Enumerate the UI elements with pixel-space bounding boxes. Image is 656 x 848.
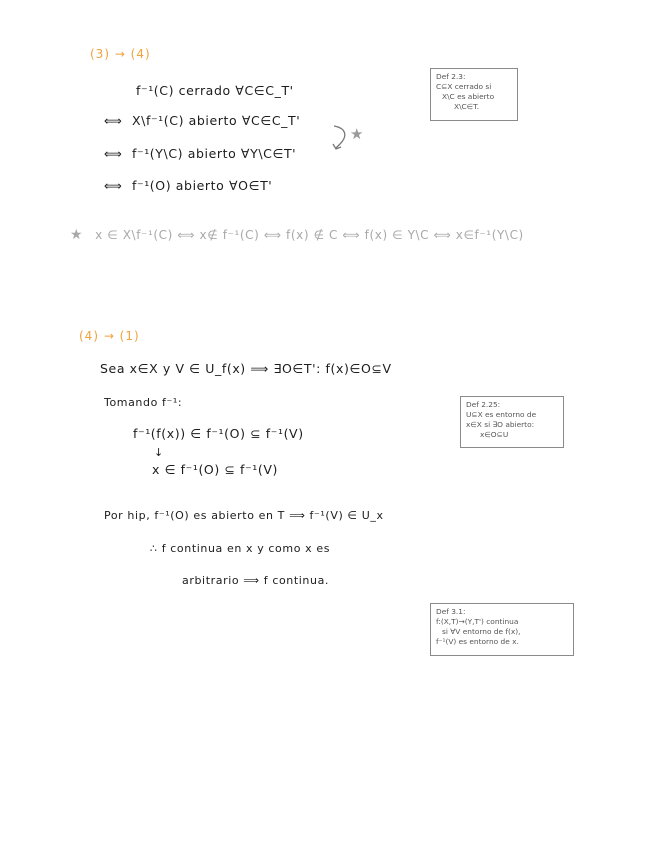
section1-line-2: [104, 113, 300, 128]
down-arrow-icon: ↓: [154, 446, 164, 459]
section1-line-1: f⁻¹(C) cerrado ∀C∈C_T': [136, 83, 294, 98]
def-line: si ∀V entorno de f(x),: [442, 627, 521, 636]
section1-line-4: [104, 178, 272, 193]
section2-line-5: Por hip, f⁻¹(O) es abierto en T ⟹ f⁻¹(V) ∈ U_x: [104, 509, 384, 522]
section2-line-6: ∴ f continua en x y como x es: [150, 542, 331, 555]
star-icon: ★: [70, 227, 84, 243]
section2-line-7: arbitrario ⟹ f continua.: [182, 574, 330, 587]
def-line: f:(X,T)→(Y,T') continua: [436, 617, 519, 626]
section2-line-3: f⁻¹(f(x)) ∈ f⁻¹(O) ⊆ f⁻¹(V): [133, 426, 304, 441]
def-line: C⊆X cerrado si: [436, 82, 492, 91]
def-title: Def 3.1:: [436, 607, 466, 616]
section1-line-3: [104, 146, 296, 161]
def-title: Def 2.3:: [436, 72, 466, 81]
def-line: x∈O⊆U: [480, 430, 509, 439]
def-line: X\C∈T.: [454, 102, 480, 111]
section2-heading: (4) → (1): [79, 329, 140, 343]
def-title: Def 2.25:: [466, 400, 501, 409]
def-line: f⁻¹(V) es entorno de x.: [436, 637, 519, 646]
line-text: f⁻¹(O) abierto ∀O∈T': [132, 178, 273, 193]
section2-line-2: Tomando f⁻¹:: [104, 396, 183, 409]
iff-arrow: ⟺: [104, 178, 123, 193]
section1-heading: (3) → (4): [90, 47, 151, 61]
definition-box-2-3: [430, 68, 518, 121]
line-text: X\f⁻¹(C) abierto ∀C∈C_T': [132, 113, 301, 128]
def-line: U⊆X es entorno de: [466, 410, 537, 419]
def-line: X\C es abierto: [442, 92, 495, 101]
iff-arrow: ⟺: [104, 146, 123, 161]
star-icon: ★: [350, 125, 364, 143]
section2-line-1: Sea x∈X y V ∈ U_f(x) ⟹ ∃O∈T': f(x)∈O⊆V: [100, 361, 392, 376]
line-text: f⁻¹(Y\C) abierto ∀Y\C∈T': [132, 146, 297, 161]
definition-box-3-1: [430, 603, 574, 656]
star-line-text: x ∈ X\f⁻¹(C) ⟺ x∉ f⁻¹(C) ⟺ f(x) ∉ C ⟺ f(x) ∈ Y\C ⟺ x∈f⁻¹(Y\C): [95, 228, 524, 242]
def-line: x∈X si ∃O abierto:: [466, 420, 535, 429]
section2-line-4: x ∈ f⁻¹(O) ⊆ f⁻¹(V): [152, 462, 278, 477]
iff-arrow: ⟺: [104, 113, 123, 128]
definition-box-2-25: [460, 396, 564, 448]
star-line: [70, 227, 524, 243]
